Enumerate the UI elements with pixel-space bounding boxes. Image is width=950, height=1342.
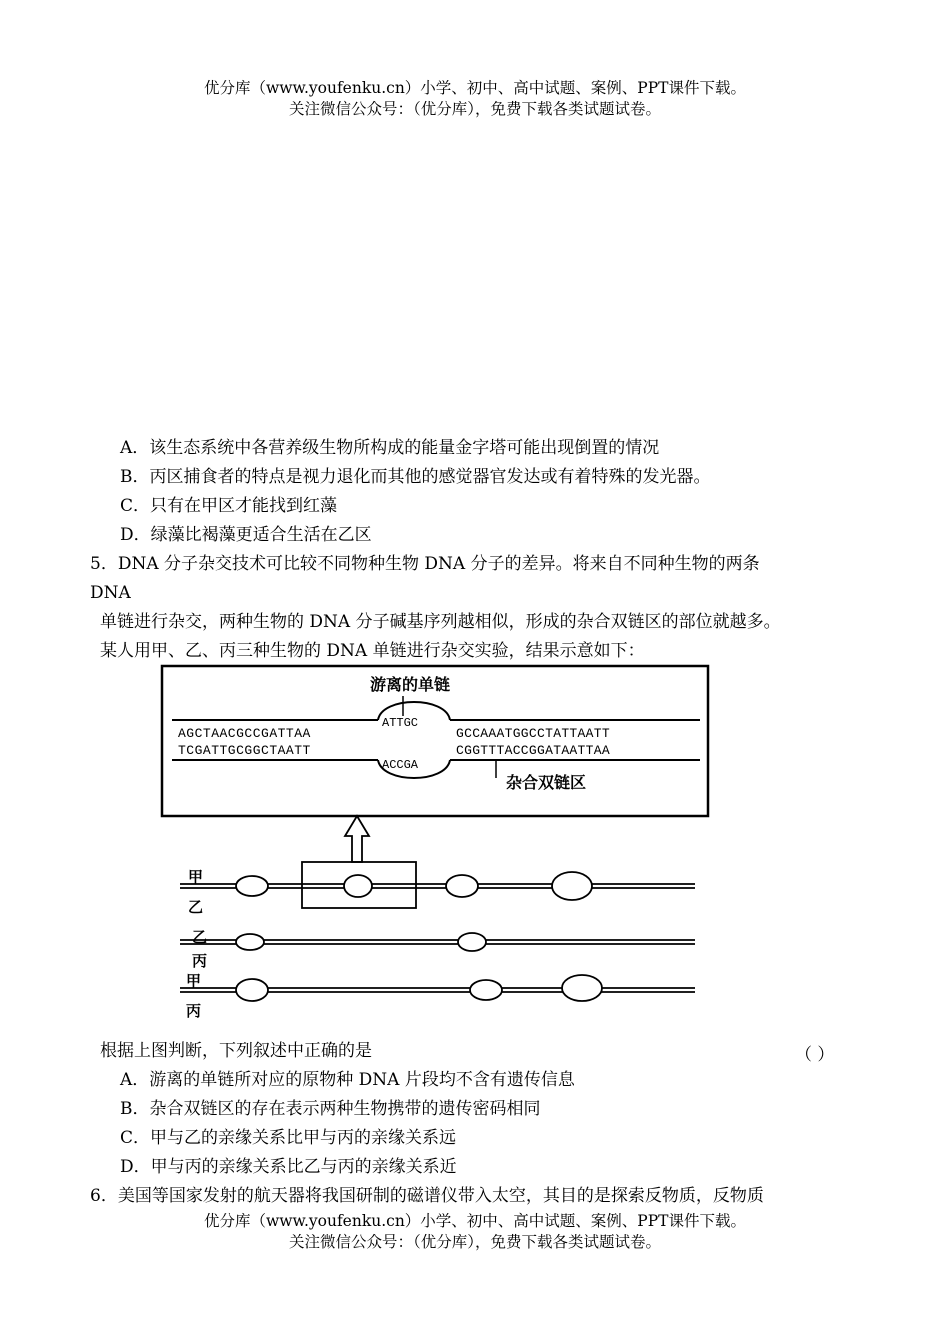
q5-line-1: 5．DNA 分子杂交技术可比较不同物种生物 DNA 分子的差异。将来自不同种生物的两条 bbox=[90, 554, 760, 574]
q4-option-a: A．该生态系统中各营养级生物所构成的能量金字塔可能出现倒置的情况 bbox=[120, 438, 660, 458]
q5-option-b: B．杂合双链区的存在表示两种生物携带的遗传密码相同 bbox=[120, 1099, 541, 1119]
pair1-bottom-label: 乙 bbox=[188, 898, 204, 916]
q5-option-c: C．甲与乙的亲缘关系比甲与丙的亲缘关系远 bbox=[120, 1128, 457, 1148]
pair3-top-label: 甲 bbox=[186, 972, 202, 990]
header-line-2: 关注微信公众号：（优分库），免费下载各类试题试卷。 bbox=[288, 100, 661, 118]
label-hybrid-region: 杂合双链区 bbox=[506, 775, 587, 792]
q4-option-d: D．绿藻比褐藻更适合生活在乙区 bbox=[120, 525, 372, 545]
q5-option-a: A．游离的单链所对应的原物种 DNA 片段均不含有遗传信息 bbox=[120, 1070, 575, 1090]
q5-line-3: 单链进行杂交，两种生物的 DNA 分子碱基序列越相似，形成的杂合双链区的部位就越多。 bbox=[100, 612, 781, 632]
dna-hybridization-figure bbox=[160, 664, 720, 1030]
pair2-top-label: 乙 bbox=[192, 928, 208, 946]
seq-top-left: AGCTAACGCCGATTAA bbox=[178, 726, 311, 741]
bubble-top-seq: ATTGC bbox=[382, 716, 419, 730]
pair3-bottom-label: 丙 bbox=[186, 1002, 202, 1020]
seq-bottom-right: CGGTTTACCGGATAATTAA bbox=[456, 743, 610, 758]
pair1-top-label: 甲 bbox=[188, 868, 204, 886]
answer-paren: （ ） bbox=[795, 1045, 835, 1065]
footer-line-2: 关注微信公众号：（优分库），免费下载各类试题试卷。 bbox=[288, 1233, 661, 1251]
q5-stem: 根据上图判断，下列叙述中正确的是 bbox=[100, 1041, 372, 1061]
label-single-strand: 游离的单链 bbox=[370, 677, 451, 694]
pair3-strands bbox=[180, 975, 695, 1001]
bubble-bottom-seq: ACCGA bbox=[382, 758, 419, 772]
q4-option-c: C．只有在甲区才能找到红藻 bbox=[120, 496, 338, 516]
pair1-strands bbox=[180, 872, 695, 900]
q5-line-2: DNA bbox=[90, 583, 131, 603]
q4-option-b: B．丙区捕食者的特点是视力退化而其他的感觉器官发达或有着特殊的发光器。 bbox=[120, 467, 711, 487]
footer-line-1: 优分库（www.youfenku.cn）小学、初中、高中试题、案例、PPT课件下载。 bbox=[203, 1212, 747, 1230]
pair2-bottom-label: 丙 bbox=[192, 952, 208, 970]
up-arrow-icon bbox=[345, 816, 369, 862]
q5-line-4: 某人用甲、乙、丙三种生物的 DNA 单链进行杂交实验，结果示意如下： bbox=[100, 641, 645, 661]
q6-line-1: 6．美国等国家发射的航天器将我国研制的磁谱仪带入太空，其目的是探索反物质，反物质 bbox=[90, 1186, 764, 1206]
seq-bottom-left: TCGATTGCGGCTAATT bbox=[178, 743, 311, 758]
pair2-strands bbox=[180, 933, 695, 951]
header-line-1: 优分库（www.youfenku.cn）小学、初中、高中试题、案例、PPT课件下载。 bbox=[203, 79, 747, 97]
q5-option-d: D．甲与丙的亲缘关系比乙与丙的亲缘关系近 bbox=[120, 1157, 457, 1177]
seq-top-right: GCCAAATGGCCTATTAATT bbox=[456, 726, 610, 741]
